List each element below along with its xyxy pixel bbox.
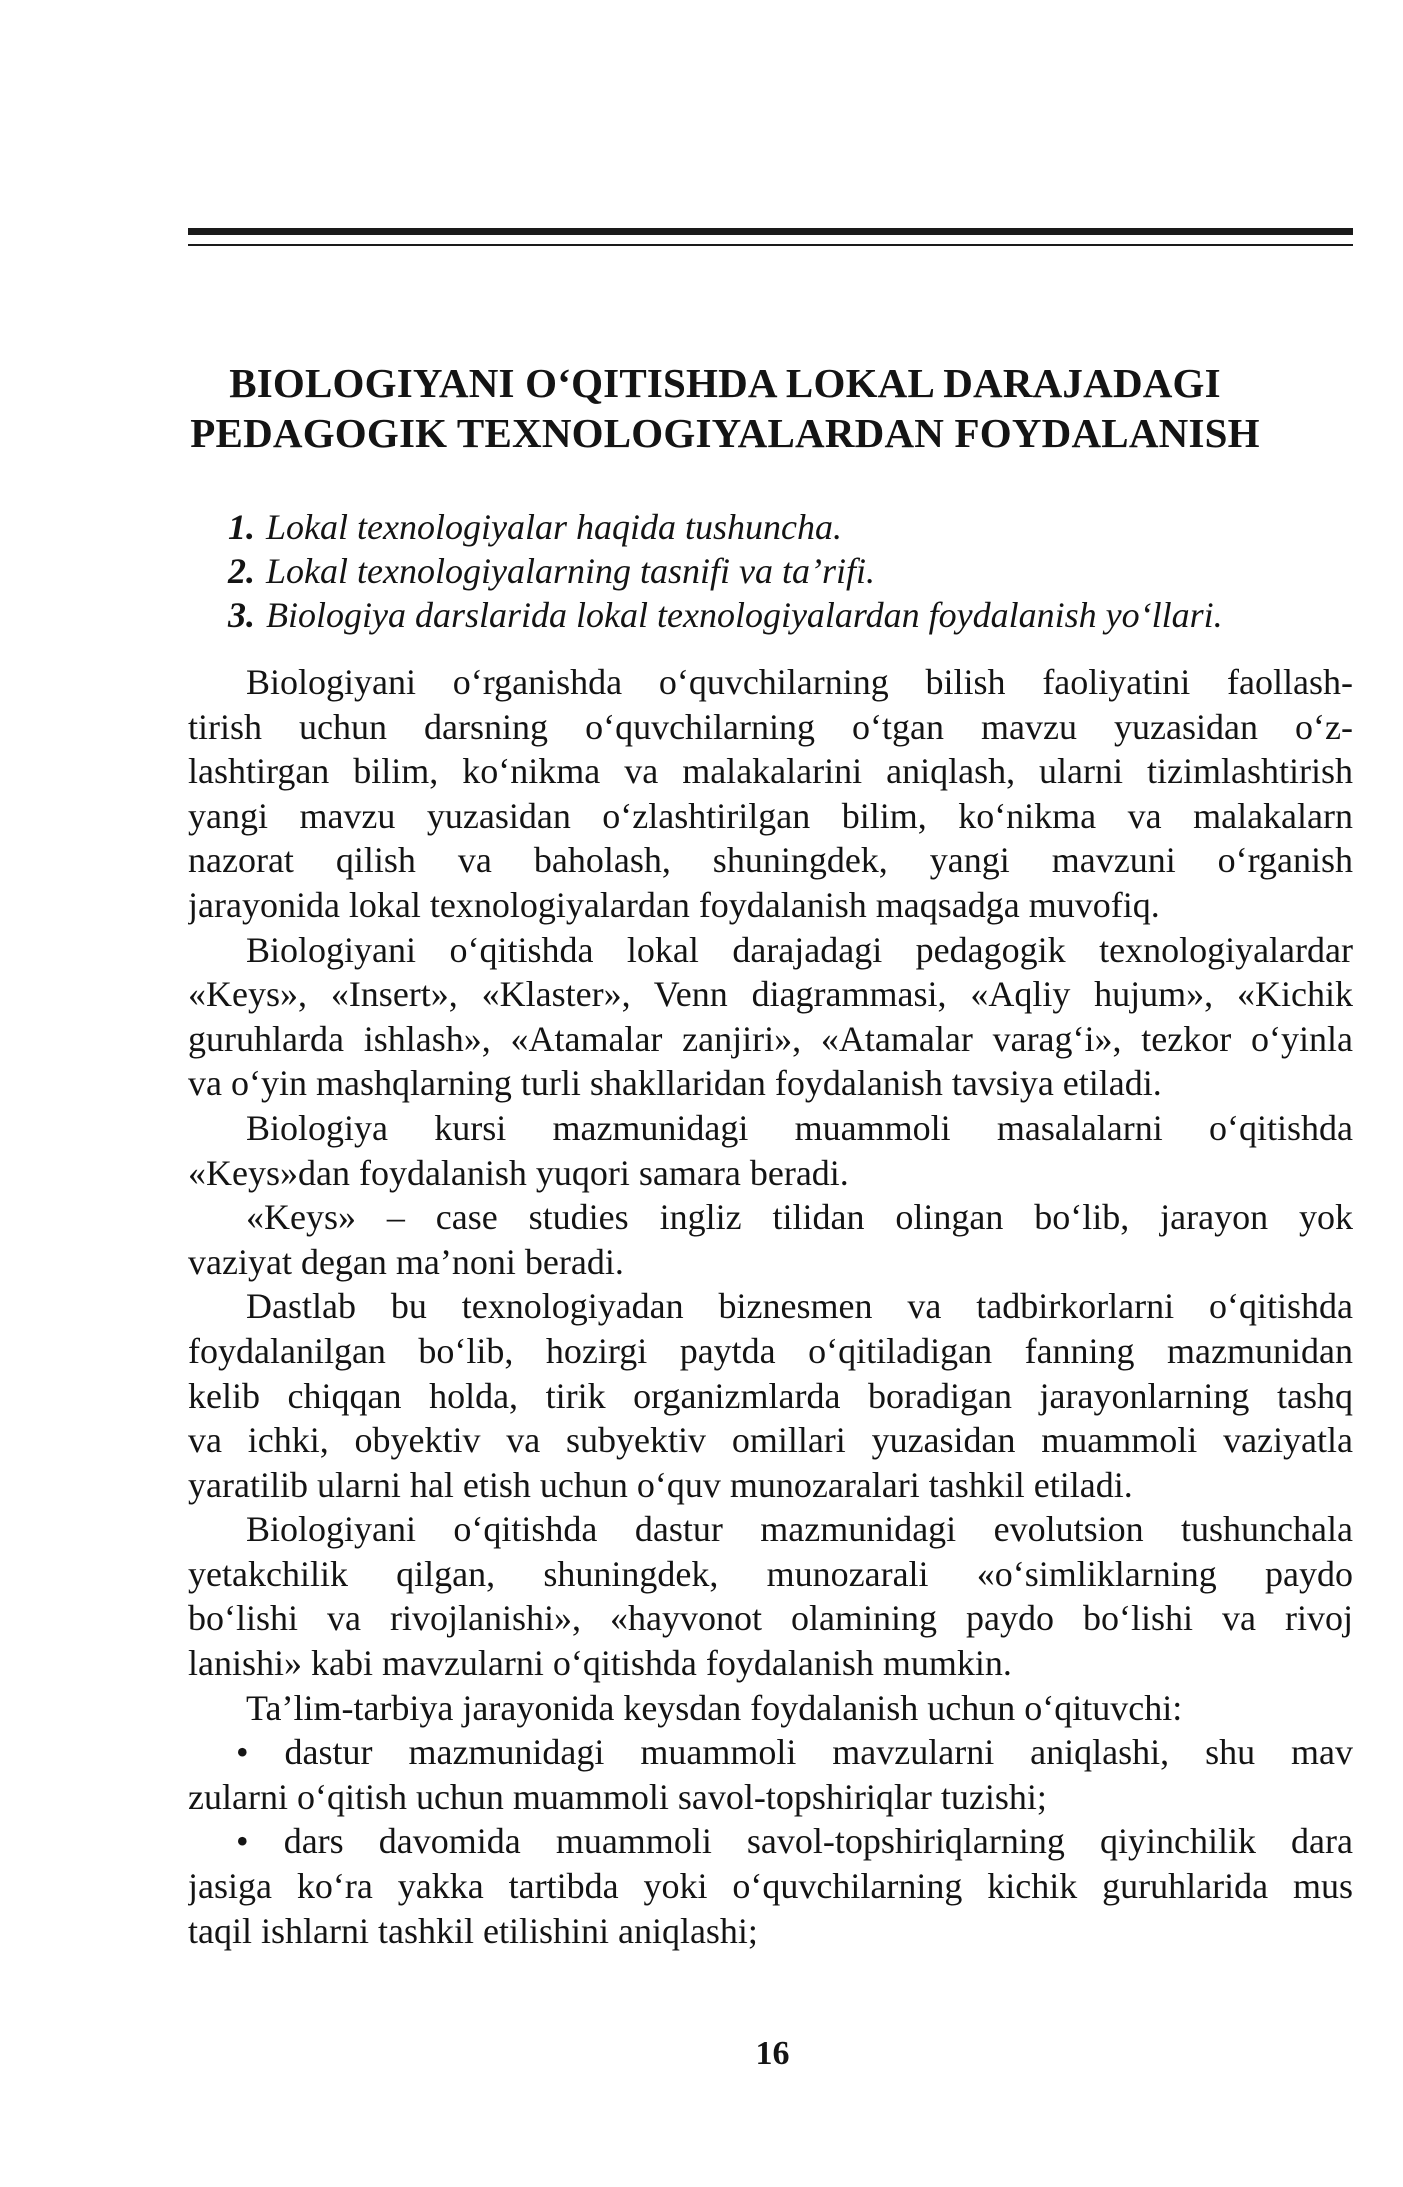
body-line: vaziyat degan ma’noni beradi.: [188, 1241, 624, 1282]
chapter-title-line-1: BIOLOGIYANI O‘QITISHDA LOKAL DARAJADAGI: [229, 360, 1221, 406]
question-number: 3.: [228, 595, 255, 635]
bullet-item-line: taqil ishlarni tashkil etilishini aniqlashi;: [188, 1910, 758, 1951]
body-text: [188, 660, 1353, 1953]
question-number: 2.: [228, 551, 255, 591]
chapter-title: [150, 358, 1300, 458]
body-line: va ichki, obyektiv va subyektiv omillari yuzasidan muammoli vaziyatla: [188, 1420, 1353, 1461]
header-rule-thick: [188, 228, 1353, 235]
body-line: foydalanilgan bo‘lib, hozirgi paytda o‘qitiladigan fanning mazmunidan: [188, 1330, 1353, 1371]
body-line: «Keys»dan foydalanish yuqori samara beradi.: [188, 1152, 849, 1193]
body-line: nazorat qilish va baholash, shuningdek, yangi mavzuni o‘rganish: [188, 840, 1353, 881]
body-line: Dastlab bu texnologiyadan biznesmen va tadbirkorlarni o‘qitishda: [246, 1286, 1353, 1327]
header-rule-thin: [188, 244, 1353, 246]
body-line: yangi mavzu yuzasidan o‘zlashtirilgan bilim, ko‘nikma va malakalarn: [188, 795, 1353, 836]
body-line: bo‘lishi va rivojlanishi», «hayvonot olamining paydo bo‘lishi va rivoj: [188, 1598, 1353, 1639]
bullet-item-line: • dastur mazmunidagi muammoli mavzularni aniqlashi, shu mav: [236, 1732, 1353, 1773]
body-line: jarayonida lokal texnologiyalardan foydalanish maqsadga muvofiq.: [188, 884, 1160, 925]
body-line: va o‘yin mashqlarning turli shakllaridan foydalanish tavsiya etiladi.: [188, 1063, 1162, 1104]
body-line: Biologiya kursi mazmunidagi muammoli masalalarni o‘qitishda: [246, 1107, 1353, 1148]
question-text: Lokal texnologiyalar haqida tushuncha.: [266, 507, 842, 547]
body-line: Biologiyani o‘qitishda dastur mazmunidagi evolutsion tushunchala: [246, 1509, 1353, 1550]
body-line: kelib chiqqan holda, tirik organizmlarda boradigan jarayonlarning tashq: [188, 1375, 1353, 1416]
topic-question: [228, 549, 1358, 593]
question-text: Lokal texnologiyalarning tasnifi va ta’rifi.: [266, 551, 875, 591]
topic-question: [228, 505, 1358, 549]
body-line: «Keys» – case studies ingliz tilidan olingan bo‘lib, jarayon yok: [246, 1197, 1353, 1238]
body-line: yetakchilik qilgan, shuningdek, munozarali «o‘simliklarning paydo: [188, 1553, 1353, 1594]
topic-question: [228, 593, 1358, 637]
question-number: 1.: [228, 507, 255, 547]
question-text: Biologiya darslarida lokal texnologiyalardan foydalanish yo‘llari.: [266, 595, 1223, 635]
body-line: «Keys», «Insert», «Klaster», Venn diagrammasi, «Aqliy hujum», «Kichik: [188, 974, 1353, 1015]
body-line: tirish uchun darsning o‘quvchilarning o‘tgan mavzu yuzasidan o‘z-: [188, 706, 1353, 747]
body-line: Biologiyani o‘rganishda o‘quvchilarning bilish faoliyatini faollash-: [246, 662, 1353, 702]
bullet-item-line: zularni o‘qitish uchun muammoli savol-topshiriqlar tuzishi;: [188, 1776, 1047, 1817]
chapter-title-line-2: PEDAGOGIK TEXNOLOGIYALARDAN FOYDALANISH: [190, 410, 1260, 456]
body-line: Biologiyani o‘qitishda lokal darajadagi pedagogik texnologiyalardar: [246, 929, 1353, 970]
page-number: 16: [755, 2035, 790, 2072]
topic-questions-list: [228, 505, 1358, 637]
body-line: lanishi» kabi mavzularni o‘qitishda foydalanish mumkin.: [188, 1643, 1012, 1684]
bullet-item-line: jasiga ko‘ra yakka tartibda yoki o‘quvchilarning kichik guruhlarida mus: [188, 1866, 1353, 1907]
body-line: Ta’lim-tarbiya jarayonida keysdan foydalanish uchun o‘qituvchi:: [246, 1687, 1183, 1728]
bullet-item-line: • dars davomida muammoli savol-topshiriqlarning qiyinchilik dara: [236, 1821, 1353, 1862]
body-line: lashtirgan bilim, ko‘nikma va malakalarini aniqlash, ularni tizimlashtirish: [188, 751, 1353, 792]
body-line: guruhlarda ishlash», «Atamalar zanjiri», «Atamalar varag‘i», tezkor o‘yinla: [188, 1018, 1353, 1059]
body-line: yaratilib ularni hal etish uchun o‘quv munozaralari tashkil etiladi.: [188, 1464, 1133, 1505]
